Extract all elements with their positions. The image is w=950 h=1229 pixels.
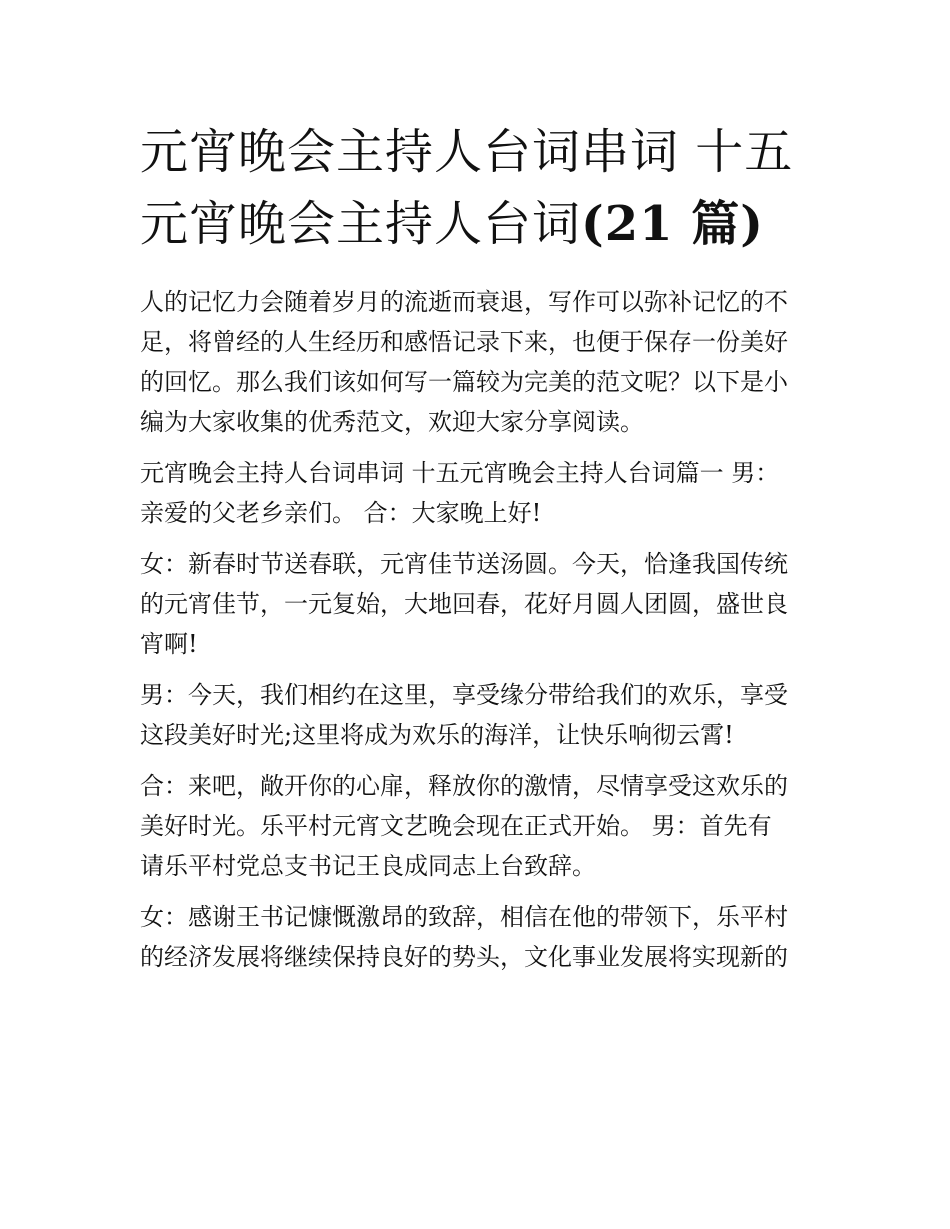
text-line: 元宵晚会主持人台词串词 十五元宵晚会主持人台词篇一 男： [140,459,780,487]
title-line-2 [140,188,820,260]
text-line: 请乐平村党总支书记王良成同志上台致辞。 [140,852,596,880]
text-line: 男：今天，我们相约在这里，享受缘分带给我们的欢乐，享受 [140,681,788,709]
paragraph-female-1 [140,544,830,664]
paragraph-intro [140,282,830,442]
text-line: 合：来吧，敞开你的心扉，释放你的激情，尽情享受这欢乐的 [140,772,788,800]
text-line: 这段美好时光;这里将成为欢乐的海洋，让快乐响彻云霄! [140,721,734,749]
title-line-1: 元宵晚会主持人台词串词 十五 [140,124,794,180]
text-line: 的经济发展将继续保持良好的势头，文化事业发展将实现新的 [140,943,788,971]
document-body [140,282,830,988]
text-line: 女：新春时节送春联，元宵佳节送汤圆。今天，恰逢我国传统 [140,550,788,578]
text-line: 的元宵佳节，一元复始，大地回春，花好月圆人团圆，盛世良 [140,590,788,618]
text-line: 编为大家收集的优秀范文，欢迎大家分享阅读。 [140,408,644,436]
paragraph-opening [140,453,830,533]
title-article-count: (21 篇) [581,196,764,252]
title-line-2-text: 元宵晚会主持人台词 [140,196,582,252]
text-line: 美好时光。乐平村元宵文艺晚会现在正式开始。 男：首先有 [140,812,772,840]
text-line: 的回忆。那么我们该如何写一篇较为完美的范文呢？以下是小 [140,368,788,396]
text-line: 女：感谢王书记慷慨激昂的致辞，相信在他的带领下，乐平村 [140,903,788,931]
paragraph-male-1 [140,675,830,755]
document-title [140,116,820,260]
text-line: 亲爱的父老乡亲们。 合：大家晚上好! [140,499,542,527]
text-line: 宵啊! [140,630,198,658]
paragraph-female-2 [140,897,830,977]
paragraph-together [140,766,830,886]
text-line: 足，将曾经的人生经历和感悟记录下来，也便于保存一份美好 [140,328,788,356]
text-line: 人的记忆力会随着岁月的流逝而衰退，写作可以弥补记忆的不 [140,288,788,316]
